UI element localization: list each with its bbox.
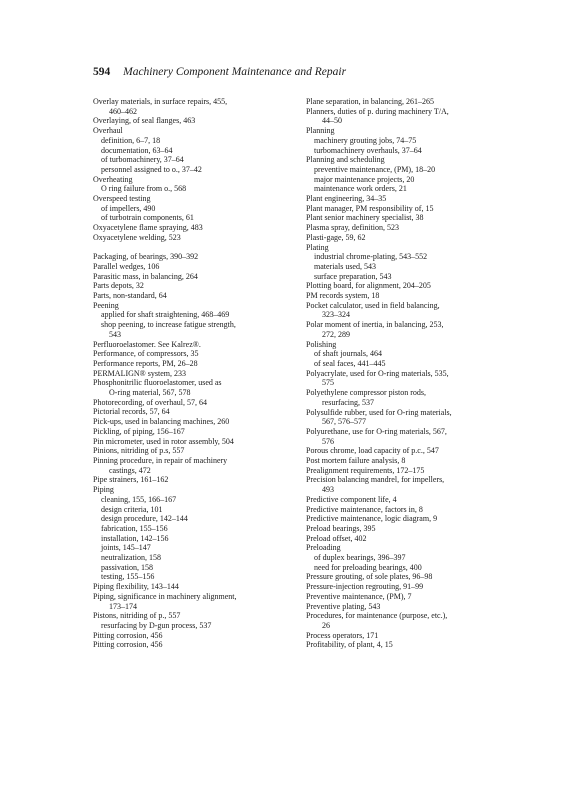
index-entry: PERMALIGN® system, 233 [93, 368, 186, 378]
index-subentry: O ring failure from o., 568 [101, 184, 187, 194]
index-subentry: preventive maintenance, (PM), 18–20 [314, 164, 436, 174]
index-subentry: shop peening, to increase fatigue strength, [101, 320, 236, 330]
index-subentry: resurfacing by D-gun process, 537 [101, 620, 212, 630]
index-entry: Preventive maintenance, (PM), 7 [306, 591, 412, 601]
index-entry: Performance, of compressors, 35 [93, 349, 199, 359]
index-entry: Pinions, nitriding of p.s, 557 [93, 446, 185, 456]
section-gap [93, 243, 293, 253]
index-entry: Piping flexibility, 143–144 [93, 582, 179, 592]
index-subentry: personnel assigned to o., 37–42 [101, 164, 202, 174]
index-subentry: 460–462 [109, 106, 137, 116]
index-entry: Parts, non-standard, 64 [93, 291, 167, 301]
index-entry: Pocket calculator, used in field balancing, [306, 300, 440, 310]
index-subentry: of turbomachinery, 37–64 [101, 155, 184, 165]
index-entry: Overlaying, of seal flanges, 463 [93, 116, 196, 126]
index-entry: Polar moment of inertia, in balancing, 253, [306, 320, 444, 330]
index-subentry: 173–174 [109, 601, 137, 611]
index-entry: Pressure grouting, of sole plates, 96–98 [306, 572, 433, 582]
index-subentry: industrial chrome-plating, 543–552 [314, 252, 428, 262]
index-entry: Plotting board, for alignment, 204–205 [306, 281, 431, 291]
index-entry: Overheating [93, 174, 133, 184]
index-subentry: castings, 472 [109, 465, 151, 475]
index-entry: Polysulfide rubber, used for O-ring materials, [306, 407, 452, 417]
index-entry: Overlay materials, in surface repairs, 455, [93, 97, 228, 106]
index-entry: Oxyacetylene welding, 523 [93, 232, 181, 242]
index-subentry: materials used, 543 [314, 261, 376, 271]
index-entry: Preloading [306, 543, 341, 553]
index-subentry: of duplex bearings, 396–397 [314, 553, 406, 563]
index-entry: Phosphonitrilic fluoroelastomer, used as [93, 378, 222, 388]
index-subentry: installation, 142–156 [101, 533, 169, 543]
index-subentry: of impellers, 490 [101, 203, 156, 213]
index-entry: Photorecording, of overhaul, 57, 64 [93, 397, 207, 407]
index-entry: Pictorial records, 57, 64 [93, 407, 170, 417]
index-subentry: maintenance work orders, 21 [314, 184, 407, 194]
page-title: Machinery Component Maintenance and Repair [123, 66, 347, 78]
index-entry: Perfluoroelastomer. See Kalrez®. [93, 339, 201, 349]
index-entry: Overspeed testing [93, 194, 151, 204]
index-entry: Pitting corrosion, 456 [93, 640, 163, 650]
index-entry: Peening [93, 300, 119, 310]
index-subentry: 567, 576–577 [322, 417, 366, 427]
index-entry: Pin micrometer, used in rotor assembly, 504 [93, 436, 234, 446]
index-subentry: 323–324 [322, 310, 350, 320]
index-entry: Prealignment requirements, 172–175 [306, 465, 425, 475]
index-entry: Overhaul [93, 126, 123, 136]
index-entry: Planners, duties of p. during machinery T/A, [306, 106, 449, 116]
index-entry: PM records system, 18 [306, 291, 380, 301]
index-entry: Preload offset, 402 [306, 533, 367, 543]
index-subentry: 493 [322, 485, 334, 495]
index-subentry: neutralization, 158 [101, 553, 161, 563]
index-entry: Porous chrome, load capacity of p.c., 547 [306, 446, 439, 456]
index-entry: Plant senior machinery specialist, 38 [306, 213, 424, 223]
index-entry: Performance reports, PM, 26–28 [93, 358, 198, 368]
page-header [93, 66, 346, 78]
index-entry: Oxyacetylene flame spraying, 483 [93, 223, 203, 233]
index-subentry: cleaning, 155, 166–167 [101, 494, 177, 504]
index-entry: Precision balancing mandrel, for impellers, [306, 475, 445, 485]
index-entry: Predictive maintenance, factors in, 8 [306, 504, 423, 514]
index-subentry: major maintenance projects, 20 [314, 174, 415, 184]
index-entry: Post mortem failure analysis, 8 [306, 456, 406, 466]
index-entry: Preload bearings, 395 [306, 523, 376, 533]
index-entry: Piping [93, 485, 114, 495]
index-column-left [93, 97, 293, 650]
index-subentry: definition, 6–7, 18 [101, 135, 161, 145]
index-subentry: joints, 145–147 [101, 543, 151, 553]
index-subentry: fabrication, 155–156 [101, 523, 168, 533]
index-subentry: documentation, 63–64 [101, 145, 173, 155]
index-entry: Pistons, nitriding of p., 557 [93, 611, 181, 621]
index-subentry: O-ring material, 567, 578 [109, 388, 191, 398]
index-subentry: of seal faces, 441–445 [314, 358, 386, 368]
index-entry: Pickling, of piping, 156–167 [93, 426, 185, 436]
index-subentry: 26 [322, 620, 330, 630]
index-entry: Parts depots, 32 [93, 281, 144, 291]
index-entry: Polishing [306, 339, 337, 349]
index-entry: Plasti-gage, 59, 62 [306, 232, 366, 242]
index-entry: Plane separation, in balancing, 261–265 [306, 97, 434, 106]
index-entry: Polyurethane, use for O-ring materials, 567, [306, 426, 447, 436]
index-subentry: 576 [322, 436, 334, 446]
index-subentry: turbomachinery overhauls, 37–64 [314, 145, 422, 155]
index-entry: Polyethylene compressor piston rods, [306, 388, 426, 398]
index-entry: Planning and scheduling [306, 155, 385, 165]
index-entry: Plant engineering, 34–35 [306, 194, 387, 204]
index-subentry: applied for shaft straightening, 468–469 [101, 310, 230, 320]
index-entry: Procedures, for maintenance (purpose, etc.), [306, 611, 448, 621]
index-subentry: of turbotrain components, 61 [101, 213, 194, 223]
index-entry: Profitability, of plant, 4, 15 [306, 640, 393, 650]
index-entry: Plasma spray, definition, 523 [306, 223, 400, 233]
index-entry: Pressure-injection regrouting, 91–99 [306, 582, 424, 592]
index-subentry: design procedure, 142–144 [101, 514, 188, 524]
index-entry: Piping, significance in machinery alignment, [93, 591, 237, 601]
index-subentry: of shaft journals, 464 [314, 349, 382, 359]
index-column-right [306, 97, 506, 650]
index-subentry: machinery grouting jobs, 74–75 [314, 135, 417, 145]
index-entry: Planning [306, 126, 335, 136]
index-entry: Preventive plating, 543 [306, 601, 381, 611]
index-subentry: need for preloading bearings, 400 [314, 562, 422, 572]
index-subentry: design criteria, 101 [101, 504, 163, 514]
index-entry: Process operators, 171 [306, 630, 379, 640]
index-entry: Pick-ups, used in balancing machines, 260 [93, 417, 230, 427]
index-subentry: 272, 289 [322, 329, 350, 339]
index-entry: Parallel wedges, 106 [93, 261, 160, 271]
index-subentry: resurfacing, 537 [322, 397, 374, 407]
index-subentry: surface preparation, 543 [314, 271, 392, 281]
index-subentry: testing, 155–156 [101, 572, 155, 582]
index-subentry: passivation, 158 [101, 562, 153, 572]
index-entry: Pinning procedure, in repair of machinery [93, 456, 228, 465]
index-subentry: 44–50 [322, 116, 342, 126]
index-entry: Predictive component life, 4 [306, 494, 397, 504]
index-entry: Polyacrylate, used for O-ring materials, 535, [306, 368, 449, 378]
index-entry: Predictive maintenance, logic diagram, 9 [306, 514, 438, 524]
index-entry: Parasitic mass, in balancing, 264 [93, 271, 198, 281]
index-entry: Plating [306, 242, 329, 252]
index-subentry: 575 [322, 378, 334, 388]
index-entry: Pipe strainers, 161–162 [93, 475, 169, 485]
index-subentry: 543 [109, 329, 121, 339]
page-number: 594 [93, 66, 111, 78]
index-entry: Packaging, of bearings, 390–392 [93, 252, 199, 262]
index-entry: Plant manager, PM responsibility of, 15 [306, 203, 434, 213]
index-entry: Pitting corrosion, 456 [93, 630, 163, 640]
